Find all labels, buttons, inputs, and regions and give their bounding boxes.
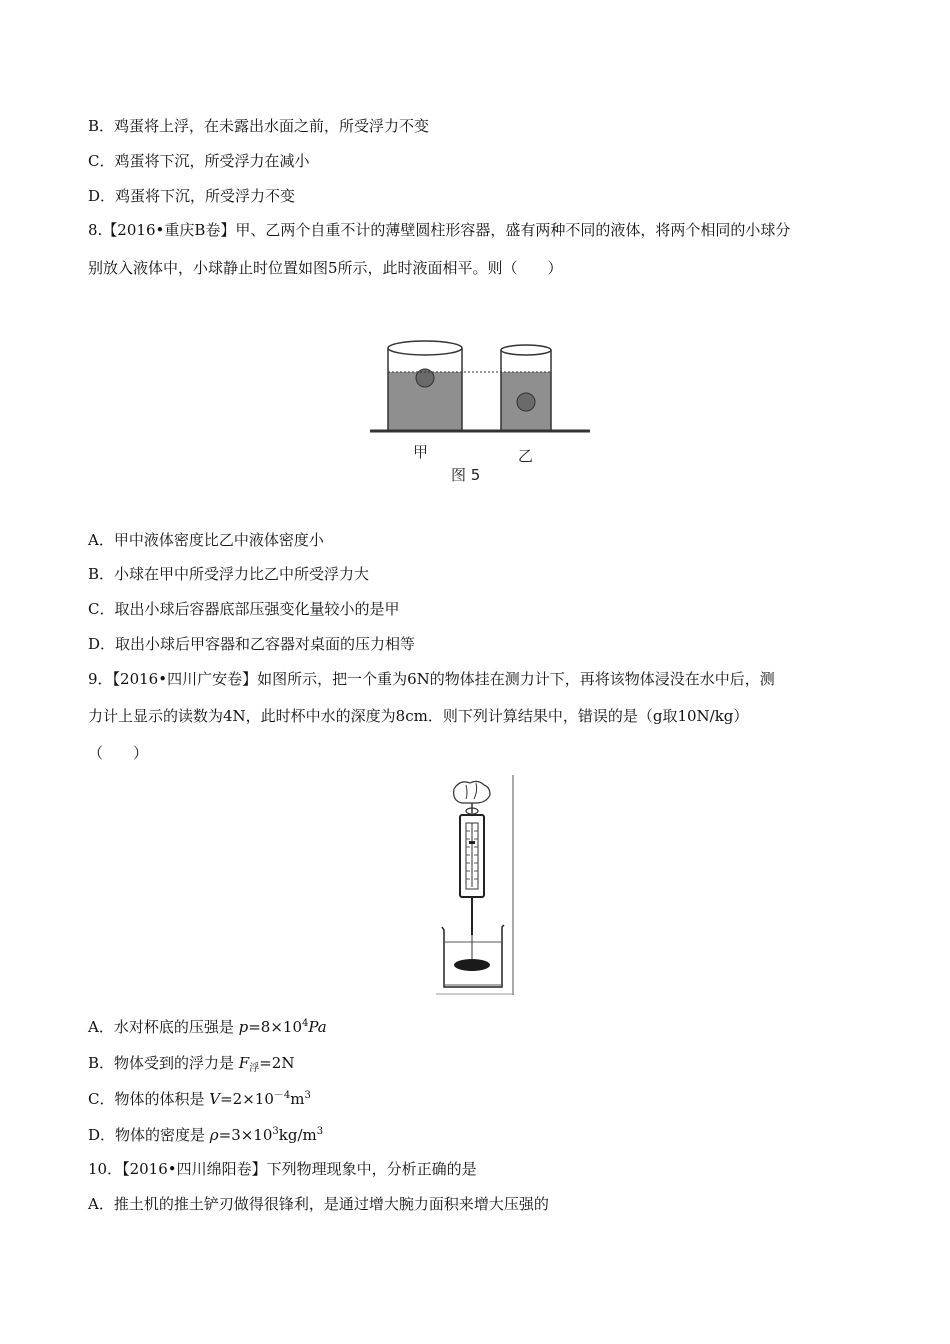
q8-stem-line2: 别放入液体中，小球静止时位置如图5所示，此时液面相平。则（ ） (88, 259, 563, 277)
q9-stem-line2: 力计上显示的读数为4N，此时杯中水的深度为8cm．则下列计算结果中，错误的是（g取10N/kg） (88, 707, 749, 725)
label-jia: 甲 (413, 443, 429, 461)
q8-option-c: C．取出小球后容器底部压强变化量较小的是甲 (88, 600, 400, 618)
q9-option-b: B．物体受到的浮力是 $F_浮=2N$ (88, 1054, 295, 1074)
q8-option-b: B．小球在甲中所受浮力比乙中所受浮力大 (88, 565, 370, 583)
container-yi (501, 345, 551, 430)
figure-caption: 图 5 (451, 466, 481, 484)
spring-scale-beaker-figure (436, 775, 514, 995)
q10-option-a: A．推土机的推土铲刃做得很锋利，是通过增大腕力面积来增大压强的 (88, 1195, 549, 1213)
q9-option-d: D．物体的密度是 $\rho=3\times 10^3kg/m^3$ (88, 1126, 324, 1144)
q7-option-b: B．鸡蛋将上浮，在未露出水面之前，所受浮力不变 (88, 117, 430, 135)
q7-option-c: C．鸡蛋将下沉，所受浮力在减小 (88, 152, 310, 170)
container-jia (388, 341, 462, 430)
q10-stem: 10．【2016•四川绵阳卷】下列物理现象中，分析正确的是 (88, 1160, 477, 1178)
q7-option-d: D．鸡蛋将下沉，所受浮力不变 (88, 187, 296, 205)
label-yi: 乙 (518, 447, 534, 465)
q8-option-d: D．取出小球后甲容器和乙容器对桌面的压力相等 (88, 635, 416, 653)
q8-stem-line1: 8.【2016•重庆B卷】甲、乙两个自重不计的薄壁圆柱形容器，盛有两种不同的液体，将两个相同的小球分 (88, 221, 791, 239)
q9-option-c: C．物体的体积是 $V=2\times 10^{-4}m^3$ (88, 1090, 311, 1108)
figure-5-containers (365, 330, 595, 490)
q9-stem-line3: （ ） (88, 744, 149, 762)
q8-option-a: A．甲中液体密度比乙中液体密度小 (88, 531, 324, 549)
q9-option-a: A．水对杯底的压强是 $p=8\times 10^4Pa$ (88, 1018, 327, 1036)
q9-stem-line1: 9．【2016•四川广安卷】如图所示，把一个重为6N的物体挂在测力计下，再将该物体浸没在水中后，测 (88, 670, 775, 688)
